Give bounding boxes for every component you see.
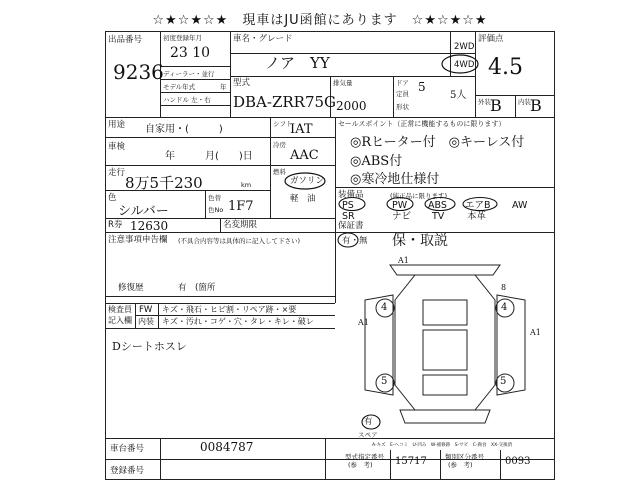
mileage-label: 走行 [108, 168, 126, 178]
color-no-label: 色No [208, 206, 224, 214]
mark-a1-right: A1 [530, 328, 541, 337]
fw-label: FW [139, 305, 153, 315]
repair-value: 有 (箇所 [178, 283, 216, 293]
mark-4-right: 4 [501, 302, 508, 313]
spare-label: スペア [358, 431, 378, 439]
inspection-label: 車検 [108, 142, 126, 152]
fuel-gasoline: ガソリン [290, 176, 325, 186]
page-header: ☆★☆★☆★ 現車はJU函館にあります ☆★☆★☆★ [152, 13, 488, 28]
fw-value: キズ・飛石・ヒビ割・リペア跡・×要 [162, 305, 297, 314]
fuel-label: 燃料 [273, 168, 286, 176]
mark-5-left: 5 [381, 376, 388, 387]
damage-legend: A-キズ E-ヘコミ U-凹み W-補修跡 S-サビ C-腐食 XX-交換済 [372, 443, 513, 448]
drive-2wd: 2WD [454, 42, 475, 52]
ac-value: AAC [290, 148, 319, 163]
interior-grade: B [530, 96, 542, 115]
reg-label: 登録番号 [110, 466, 145, 476]
color-change-label: 色替 [208, 194, 221, 202]
warranty-value: 有・無 [342, 236, 368, 246]
color-label: 色 [108, 193, 117, 203]
shape-label: 形状 [396, 103, 409, 111]
interior-insp-label: 内装 [138, 317, 154, 326]
mileage-value: 8万5千230 [125, 174, 203, 192]
exterior-label: 外装 [478, 98, 491, 106]
model-year-value: 年 [220, 83, 227, 91]
grade-label: 評価点 [478, 34, 504, 44]
chassis-label: 車台番号 [110, 444, 145, 454]
model-year-label: モデル年式 [163, 83, 196, 91]
dealer-label: ディーラー・並行 [163, 70, 215, 78]
name-grade-label: 車名・グレード [233, 34, 293, 44]
warranty-note: 保・取説 [392, 233, 448, 249]
inspector-label-1: 検査員 [108, 305, 132, 314]
displacement-value: 2000 [336, 99, 367, 113]
recycle-label: R券 [108, 220, 123, 230]
handle-label: ハンドル 左・右 [163, 96, 211, 104]
inspector-note: Dシートホスレ [112, 340, 187, 353]
equip-sr: SR [342, 211, 355, 222]
doors-label: ドア [396, 79, 409, 87]
shift-value: IAT [290, 122, 313, 137]
warranty-circle [337, 231, 361, 249]
lot-number: 9236 [113, 60, 164, 84]
spare-value: 有 [364, 417, 373, 427]
equip-pw: PW [392, 200, 408, 211]
mark-a1-top: A1 [398, 256, 409, 265]
equip-aw: AW [512, 200, 528, 211]
interior-insp-value: キズ・汚れ・コゲ・穴・タレ・キレ・破レ [162, 317, 314, 326]
car-damage-diagram [345, 255, 545, 430]
chassis-value: 0084787 [200, 440, 254, 454]
class-value: 0093 [505, 456, 531, 467]
type-label: 型式 [233, 78, 251, 88]
drive-4wd: 4WD [454, 60, 475, 70]
inspector-label-2: 記入欄 [108, 316, 132, 325]
ac-label: 冷房 [273, 141, 286, 149]
mark-a1-left: A1 [358, 318, 369, 327]
sales-line-2: ◎ABS付 [350, 154, 403, 169]
first-reg-value: 23 10 [170, 45, 211, 61]
seats-value: 5人 [450, 90, 467, 101]
class-ref: (参 考) [448, 461, 473, 469]
fuel-diesel: 軽 油 [290, 194, 316, 204]
first-reg-label: 初度登録年月 [163, 34, 202, 42]
interior-label: 内装 [518, 98, 531, 106]
purpose-label: 用途 [108, 120, 126, 130]
seats-label: 定員 [396, 90, 409, 98]
mark-5-right: 5 [500, 376, 507, 387]
exterior-grade: B [490, 96, 502, 115]
purpose-value: 自家用・( ) [145, 124, 223, 135]
inspection-value: 年 月( )日 [165, 151, 253, 162]
notes-label: 注意事項申告欄 [108, 235, 168, 245]
equip-navi: ナビ [392, 211, 412, 222]
sales-line-3: ◎寒冷地仕様付 [350, 172, 440, 187]
color-no-value: 1F7 [228, 199, 254, 214]
fuel-circle [283, 171, 327, 191]
doors-value: 5 [418, 80, 426, 94]
class-label: 類別区分番号 [445, 453, 484, 461]
color-value: シルバー [118, 204, 169, 219]
repair-label: 修復歴 [118, 283, 144, 293]
equip-sub: (純正品に限ります) [390, 192, 448, 200]
mark-4-left: 4 [381, 302, 388, 313]
recycle-value: 12630 [130, 219, 169, 233]
type-spec-value: 15717 [395, 456, 427, 467]
type-value: DBA-ZRR75G [233, 93, 337, 111]
drive-circle [440, 53, 480, 75]
equip-tv: TV [432, 211, 445, 222]
mark-8: 8 [501, 283, 507, 292]
equip-leather: 本革 [467, 211, 487, 222]
warranty-label: 保証書 [338, 221, 364, 231]
equip-abs: ABS [428, 200, 447, 211]
notes-sub: (不具合内容等は具体的に記入して下さい) [178, 237, 301, 245]
title-change-label: 名変期限 [223, 220, 258, 230]
equip-label: 装備品 [338, 190, 364, 200]
type-spec-label: 型式指定番号 [345, 453, 384, 461]
sales-label: セールスポイント（正常に機能するものに限ります） [338, 120, 506, 128]
shift-label: シフト [273, 120, 293, 128]
type-spec-ref: (参 考) [348, 461, 373, 469]
equip-airbag: エアB [465, 200, 491, 211]
name-grade-value: ノア YY [265, 54, 330, 72]
lot-label: 出品番号 [108, 35, 143, 45]
equip-circles [337, 196, 507, 212]
sales-line-1: ◎Rヒーター付 ◎キーレス付 [350, 135, 525, 150]
equip-ps: PS [342, 200, 354, 211]
grade-value: 4.5 [488, 55, 523, 80]
displacement-label: 排気量 [333, 79, 353, 87]
mileage-unit: km [241, 181, 252, 189]
